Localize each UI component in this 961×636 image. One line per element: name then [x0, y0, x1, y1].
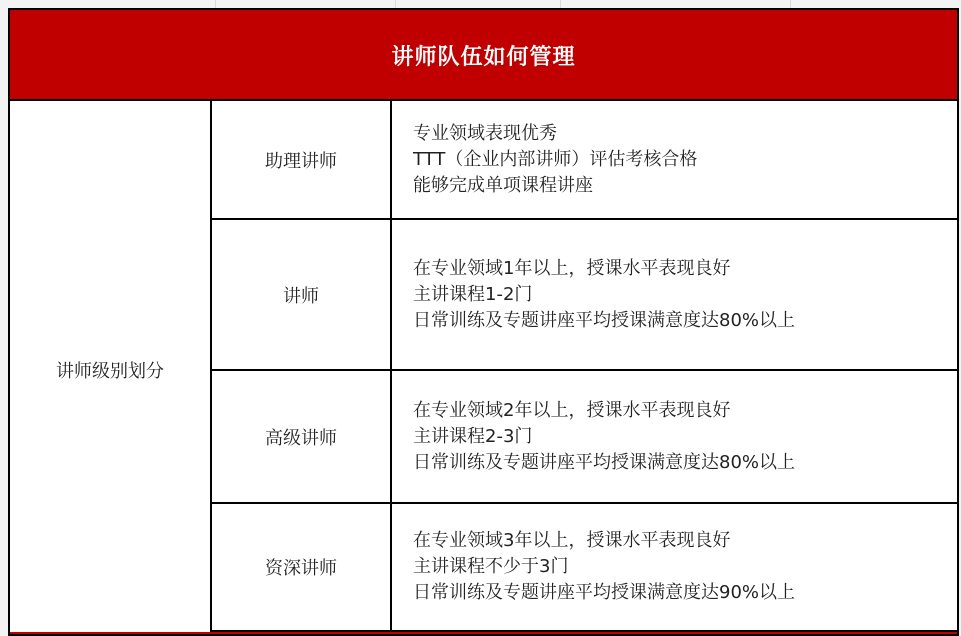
requirements-cell [392, 371, 957, 504]
footer-band [10, 632, 957, 636]
requirement-line: 能够完成单项课程讲座 [413, 174, 593, 196]
requirement-line: 在专业领域3年以上，授课水平表现良好 [413, 530, 731, 551]
requirements-cell [392, 220, 957, 371]
requirement-line: 在专业领域1年以上，授课水平表现良好 [413, 257, 731, 279]
requirement-line: 主讲课程1-2门 [413, 283, 533, 305]
requirement-line: 在专业领域2年以上，授课水平表现良好 [413, 399, 731, 421]
table-row [212, 371, 390, 504]
requirement-line: 日常训练及专题讲座平均授课满意度达80%以上 [413, 309, 796, 331]
requirements-cell [392, 504, 957, 632]
requirement-line: 日常训练及专题讲座平均授课满意度达80%以上 [413, 451, 796, 473]
requirement-line: 主讲课程不少于3门 [413, 556, 569, 577]
table-row [212, 220, 390, 371]
requirement-line: 主讲课程2-3门 [413, 425, 533, 447]
requirements-cell [392, 101, 957, 220]
level-column [212, 101, 392, 636]
level-name: 助理讲师 [265, 150, 337, 172]
level-name: 资深讲师 [265, 558, 337, 579]
table-header [10, 10, 957, 101]
table-row [212, 101, 390, 220]
category-cell [10, 101, 212, 636]
category-label: 讲师级别划分 [56, 360, 164, 382]
requirement-line: 专业领域表现优秀 [413, 122, 557, 144]
requirement-line: 日常训练及专题讲座平均授课满意度达90%以上 [413, 582, 796, 603]
table-title: 讲师队伍如何管理 [391, 45, 576, 70]
level-name: 讲师 [283, 285, 319, 307]
requirement-line: TTT（企业内部讲师）评估考核合格 [413, 148, 698, 170]
table-row [212, 504, 390, 632]
management-table [8, 8, 959, 636]
level-name: 高级讲师 [265, 427, 337, 449]
requirements-column [392, 101, 957, 636]
